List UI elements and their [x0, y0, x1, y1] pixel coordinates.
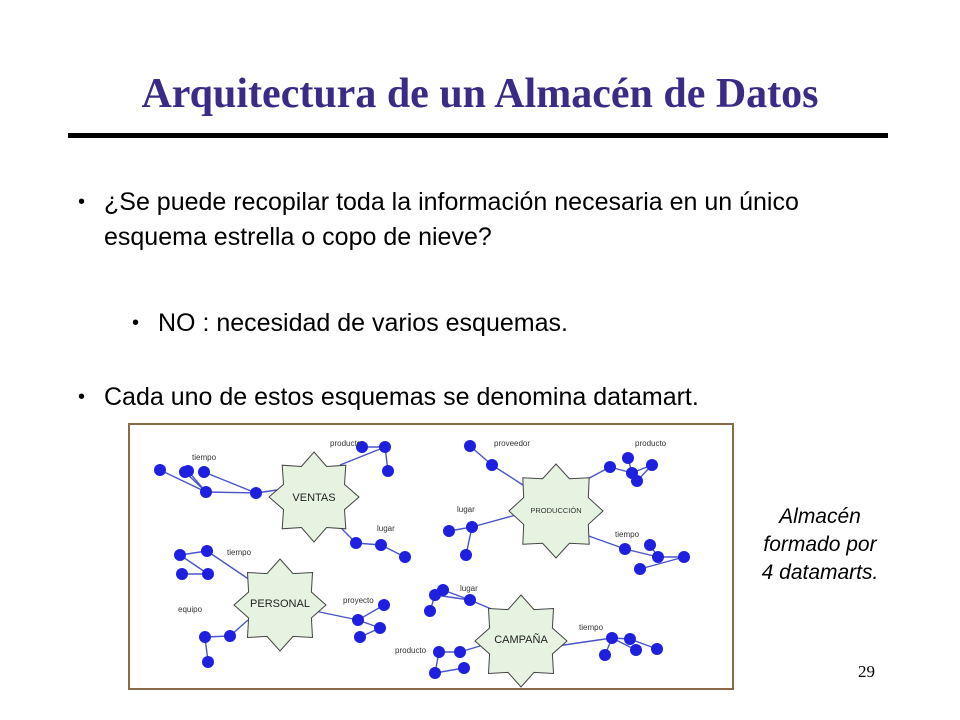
diagram-node: [464, 594, 476, 606]
bullet-dot: •: [78, 191, 86, 213]
caption-line-3: 4 datamarts.: [761, 561, 879, 584]
label-camp-producto: producto: [395, 646, 427, 655]
diagram-node: [200, 486, 212, 498]
diagram-node: [622, 452, 634, 464]
bullet-3-text: Cada uno de estos esquemas se denomina datamart.: [104, 383, 699, 411]
bullet-1: [78, 185, 884, 255]
bullet-1-text: ¿Se puede recopilar toda la información necesaria en un único esquema estrella o copo de nieve?: [104, 188, 799, 251]
diagram-node: [624, 633, 636, 645]
label-prod-proveedor: proveedor: [494, 439, 531, 448]
diagram-node: [464, 440, 476, 452]
diagram-node: [644, 539, 656, 551]
diagram-node: [379, 441, 391, 453]
label-pers-tiempo: tiempo: [227, 548, 252, 557]
diagram-node: [604, 461, 616, 473]
diagram-edge: [204, 472, 256, 493]
diagram-node: [652, 551, 664, 563]
diagram-node: [352, 614, 364, 626]
title-underline: [68, 133, 888, 138]
diagram-node: [224, 630, 236, 642]
label-ventas-tiempo: tiempo: [192, 453, 217, 462]
diagram-node: [429, 667, 441, 679]
bullet-2: [132, 306, 568, 341]
diagram-node: [460, 549, 472, 561]
diagram-node: [458, 662, 470, 674]
diagram-node: [437, 584, 449, 596]
label-pers-proyecto: proyecto: [343, 596, 374, 605]
bullet-dot: •: [78, 386, 86, 408]
star-label-personal: PERSONAL: [250, 598, 310, 610]
diagram-node: [250, 487, 262, 499]
datamart-diagram: [128, 423, 734, 690]
diagram-node: [198, 466, 210, 478]
bullet-dot: •: [132, 312, 140, 334]
diagram-node: [619, 543, 631, 555]
caption: [740, 503, 900, 587]
diagram-node: [630, 644, 642, 656]
slide-title: Arquitectura de un Almacén de Datos: [141, 71, 819, 117]
diagram-node: [651, 643, 663, 655]
diagram-node: [182, 465, 194, 477]
diagram-node: [375, 539, 387, 551]
label-prod-tiempo: tiempo: [615, 530, 640, 539]
label-prod-lugar: lugar: [457, 505, 475, 514]
bullet-3: [78, 380, 699, 415]
star-label-ventas: VENTAS: [292, 492, 336, 504]
diagram-node: [454, 646, 466, 658]
diagram-node: [486, 459, 498, 471]
label-prod-producto: producto: [635, 439, 667, 448]
diagram-node: [634, 563, 646, 575]
diagram-node: [202, 568, 214, 580]
diagram-edge: [206, 492, 256, 493]
diagram-node: [443, 525, 455, 537]
diagram-node: [202, 656, 214, 668]
diagram-node: [350, 537, 362, 549]
caption-line-2: formado por: [763, 533, 877, 556]
diagram-node: [176, 568, 188, 580]
diagram-node: [433, 646, 445, 658]
diagram-node: [606, 632, 618, 644]
star-label-produccion: PRODUCCIÓN: [530, 506, 582, 515]
diagram-edge: [472, 515, 516, 527]
label-pers-equipo: equipo: [178, 605, 203, 614]
diagram-node: [399, 551, 411, 563]
page-number: 29: [858, 662, 875, 681]
star-label-campana: CAMPAÑA: [494, 634, 548, 646]
label-ventas-lugar: lugar: [377, 524, 395, 533]
diagram-node: [374, 622, 386, 634]
diagram-edge: [492, 465, 526, 487]
diagram-node: [201, 545, 213, 557]
diagram-node: [154, 464, 166, 476]
diagram-node: [378, 599, 390, 611]
label-ventas-producto: producto: [330, 439, 362, 448]
caption-line-1: Almacén: [779, 505, 861, 528]
diagram-node: [678, 551, 690, 563]
diagram-node: [354, 631, 366, 643]
diagram-node: [599, 649, 611, 661]
diagram-node: [382, 465, 394, 477]
diagram-node: [466, 521, 478, 533]
label-camp-tiempo: tiempo: [579, 623, 604, 632]
diagram-node: [631, 475, 643, 487]
diagram-node: [199, 631, 211, 643]
bullet-2-text: NO : necesidad de varios esquemas.: [158, 309, 568, 337]
diagram-node: [174, 549, 186, 561]
label-camp-lugar: lugar: [460, 584, 478, 593]
diagram-node: [424, 605, 436, 617]
diagram-node: [646, 459, 658, 471]
